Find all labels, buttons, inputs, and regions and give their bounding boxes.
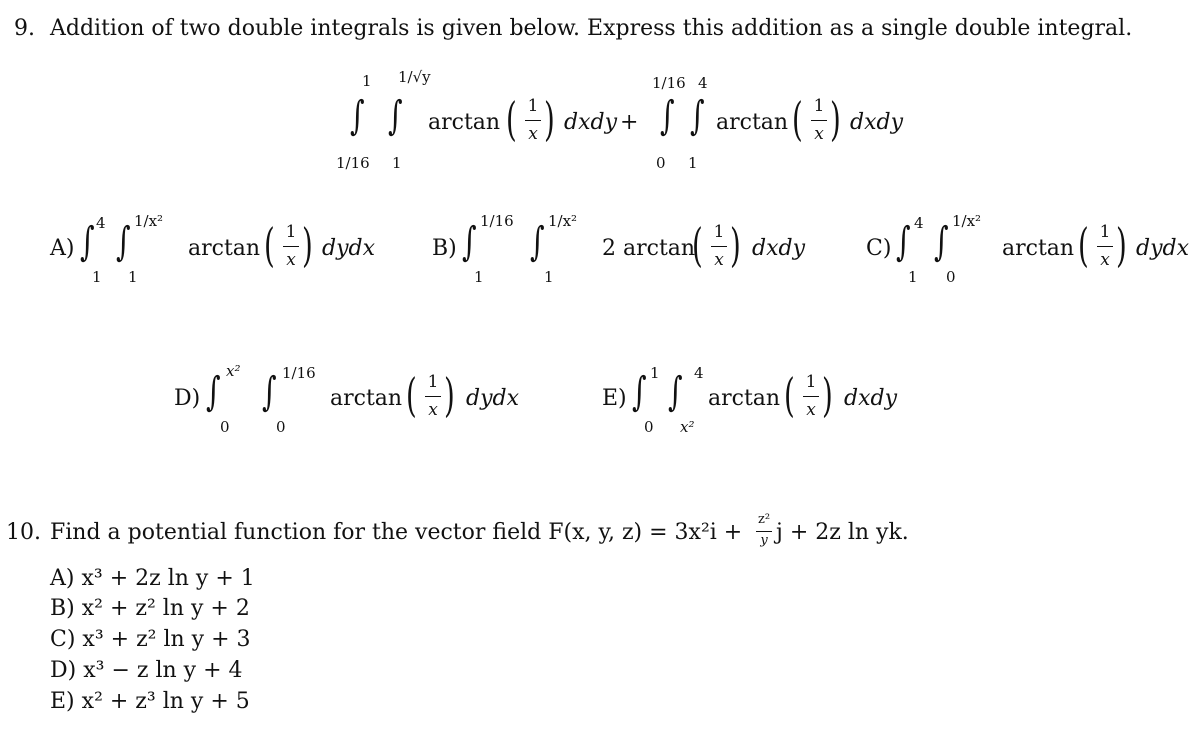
fraction-bar — [803, 396, 819, 397]
optA-outer-lower: 1 — [92, 268, 102, 286]
optC-inner-lower: 0 — [946, 268, 956, 286]
optB-inner-upper: 1/x² — [548, 212, 578, 230]
given1-inner-upper: 1/√y — [398, 68, 431, 86]
q10-prompt — [50, 520, 742, 545]
q10-text: Find a potential function for the vector field — [50, 520, 549, 545]
right-paren: ) — [444, 368, 455, 422]
q10-frac-num: z² — [757, 512, 771, 527]
option-label: D) — [174, 386, 201, 411]
given1-frac-den: x — [528, 124, 538, 144]
integral-sign: ∫ — [690, 93, 705, 139]
optB-integrand: 2 arctan — [602, 236, 696, 261]
optA-frac-den: x — [286, 250, 296, 270]
optC-inner-upper: 1/x² — [952, 212, 982, 230]
optD-inner-lower: 0 — [276, 418, 286, 436]
optA-outer-upper: 4 — [96, 214, 106, 232]
left-paren: ( — [406, 368, 417, 422]
optA-inner-upper: 1/x² — [134, 212, 164, 230]
optE-frac-den: x — [806, 400, 816, 420]
optD-outer-upper: x² — [226, 362, 241, 380]
left-paren: ( — [792, 92, 803, 146]
optE-diff: dxdy — [844, 386, 898, 411]
integral-sign: ∫ — [262, 369, 277, 415]
right-paren: ) — [1116, 218, 1127, 272]
plus-sign: + — [620, 110, 639, 135]
optA-diff: dydx — [322, 236, 376, 261]
q10-option-e[interactable] — [50, 689, 250, 714]
optC-outer-lower: 1 — [908, 268, 918, 286]
optE-outer-lower: 0 — [644, 418, 654, 436]
option-label: C) — [50, 627, 76, 652]
option-label: E) — [602, 386, 627, 411]
q10-field-after: j + 2z ln yk. — [776, 520, 909, 545]
fraction-bar — [711, 246, 727, 247]
q10-number: 10. — [6, 520, 41, 545]
left-paren: ( — [506, 92, 517, 146]
given1-outer-lower: 1/16 — [336, 154, 370, 172]
optD-outer-lower: 0 — [220, 418, 230, 436]
left-paren: ( — [784, 368, 795, 422]
option-label: E) — [50, 689, 75, 714]
option-label: A) — [50, 566, 75, 591]
given1-diff: dxdy — [564, 110, 618, 135]
fraction-bar — [811, 120, 827, 121]
optD-frac-num: 1 — [427, 372, 439, 392]
fraction-bar — [525, 120, 541, 121]
given1-outer-upper: 1 — [362, 72, 372, 90]
optB-frac-den: x — [714, 250, 724, 270]
fraction-bar — [1097, 246, 1113, 247]
optB-inner-lower: 1 — [544, 268, 554, 286]
optD-frac-den: x — [428, 400, 438, 420]
given2-outer-lower: 0 — [656, 154, 666, 172]
fraction-bar — [425, 396, 441, 397]
q10-option-b[interactable] — [50, 596, 250, 621]
left-paren: ( — [1078, 218, 1089, 272]
q10-option-c[interactable] — [50, 627, 251, 652]
given1-frac-num: 1 — [527, 96, 539, 116]
integral-sign: ∫ — [206, 369, 221, 415]
given2-outer-upper: 1/16 — [652, 74, 686, 92]
optC-outer-upper: 4 — [914, 214, 924, 232]
optB-frac-num: 1 — [713, 222, 725, 242]
right-paren: ) — [822, 368, 833, 422]
optD-inner-upper: 1/16 — [282, 364, 316, 382]
optB-diff: dxdy — [752, 236, 806, 261]
q9-prompt: Addition of two double integrals is given below. Express this addition as a single double integral. — [50, 16, 1133, 41]
given2-inner-lower: 1 — [688, 154, 698, 172]
option-label: A) — [50, 236, 75, 261]
option-expr: x³ + 2z ln y + 1 — [81, 566, 255, 591]
optE-inner-lower: x² — [680, 418, 695, 436]
given1-inner-lower: 1 — [392, 154, 402, 172]
right-paren: ) — [544, 92, 555, 146]
optE-integrand: arctan — [708, 386, 781, 411]
option-expr: x³ − z ln y + 4 — [83, 658, 243, 683]
integral-sign: ∫ — [896, 219, 911, 265]
optE-outer-upper: 1 — [650, 364, 660, 382]
given2-frac-den: x — [814, 124, 824, 144]
q10-frac-den: y — [760, 533, 768, 548]
integral-sign: ∫ — [632, 369, 647, 415]
optB-outer-lower: 1 — [474, 268, 484, 286]
option-label: B) — [432, 236, 457, 261]
integral-sign: ∫ — [80, 219, 95, 265]
integral-sign: ∫ — [462, 219, 477, 265]
optD-integrand: arctan — [330, 386, 403, 411]
right-paren: ) — [302, 218, 313, 272]
option-label: B) — [50, 596, 75, 621]
optC-frac-num: 1 — [1099, 222, 1111, 242]
optA-integrand: arctan — [188, 236, 261, 261]
optE-frac-num: 1 — [805, 372, 817, 392]
right-paren: ) — [730, 218, 741, 272]
integral-sign: ∫ — [668, 369, 683, 415]
option-label: D) — [50, 658, 77, 683]
q9-number: 9. — [14, 16, 35, 41]
integral-sign: ∫ — [350, 93, 365, 139]
fraction-bar — [283, 246, 299, 247]
optD-diff: dydx — [466, 386, 520, 411]
integral-sign: ∫ — [530, 219, 545, 265]
q10-option-a[interactable] — [50, 566, 255, 591]
option-label: C) — [866, 236, 892, 261]
optC-frac-den: x — [1100, 250, 1110, 270]
given2-integrand: arctan — [716, 110, 789, 135]
integral-sign: ∫ — [388, 93, 403, 139]
optE-inner-upper: 4 — [694, 364, 704, 382]
option-expr: x² + z³ ln y + 5 — [81, 689, 250, 714]
optC-integrand: arctan — [1002, 236, 1075, 261]
q10-option-d[interactable] — [50, 658, 243, 683]
option-expr: x² + z² ln y + 2 — [81, 596, 250, 621]
integral-sign: ∫ — [116, 219, 131, 265]
integral-sign: ∫ — [660, 93, 675, 139]
integral-sign: ∫ — [934, 219, 949, 265]
option-expr: x³ + z² ln y + 3 — [82, 627, 251, 652]
given1-integrand: arctan — [428, 110, 501, 135]
optA-frac-num: 1 — [285, 222, 297, 242]
right-paren: ) — [830, 92, 841, 146]
optB-outer-upper: 1/16 — [480, 212, 514, 230]
optC-diff: dydx — [1136, 236, 1190, 261]
given2-diff: dxdy — [850, 110, 904, 135]
left-paren: ( — [264, 218, 275, 272]
q10-field: F(x, y, z) = 3x²i + — [548, 520, 743, 545]
given2-inner-upper: 4 — [698, 74, 708, 92]
left-paren: ( — [692, 218, 703, 272]
optA-inner-lower: 1 — [128, 268, 138, 286]
given2-frac-num: 1 — [813, 96, 825, 116]
